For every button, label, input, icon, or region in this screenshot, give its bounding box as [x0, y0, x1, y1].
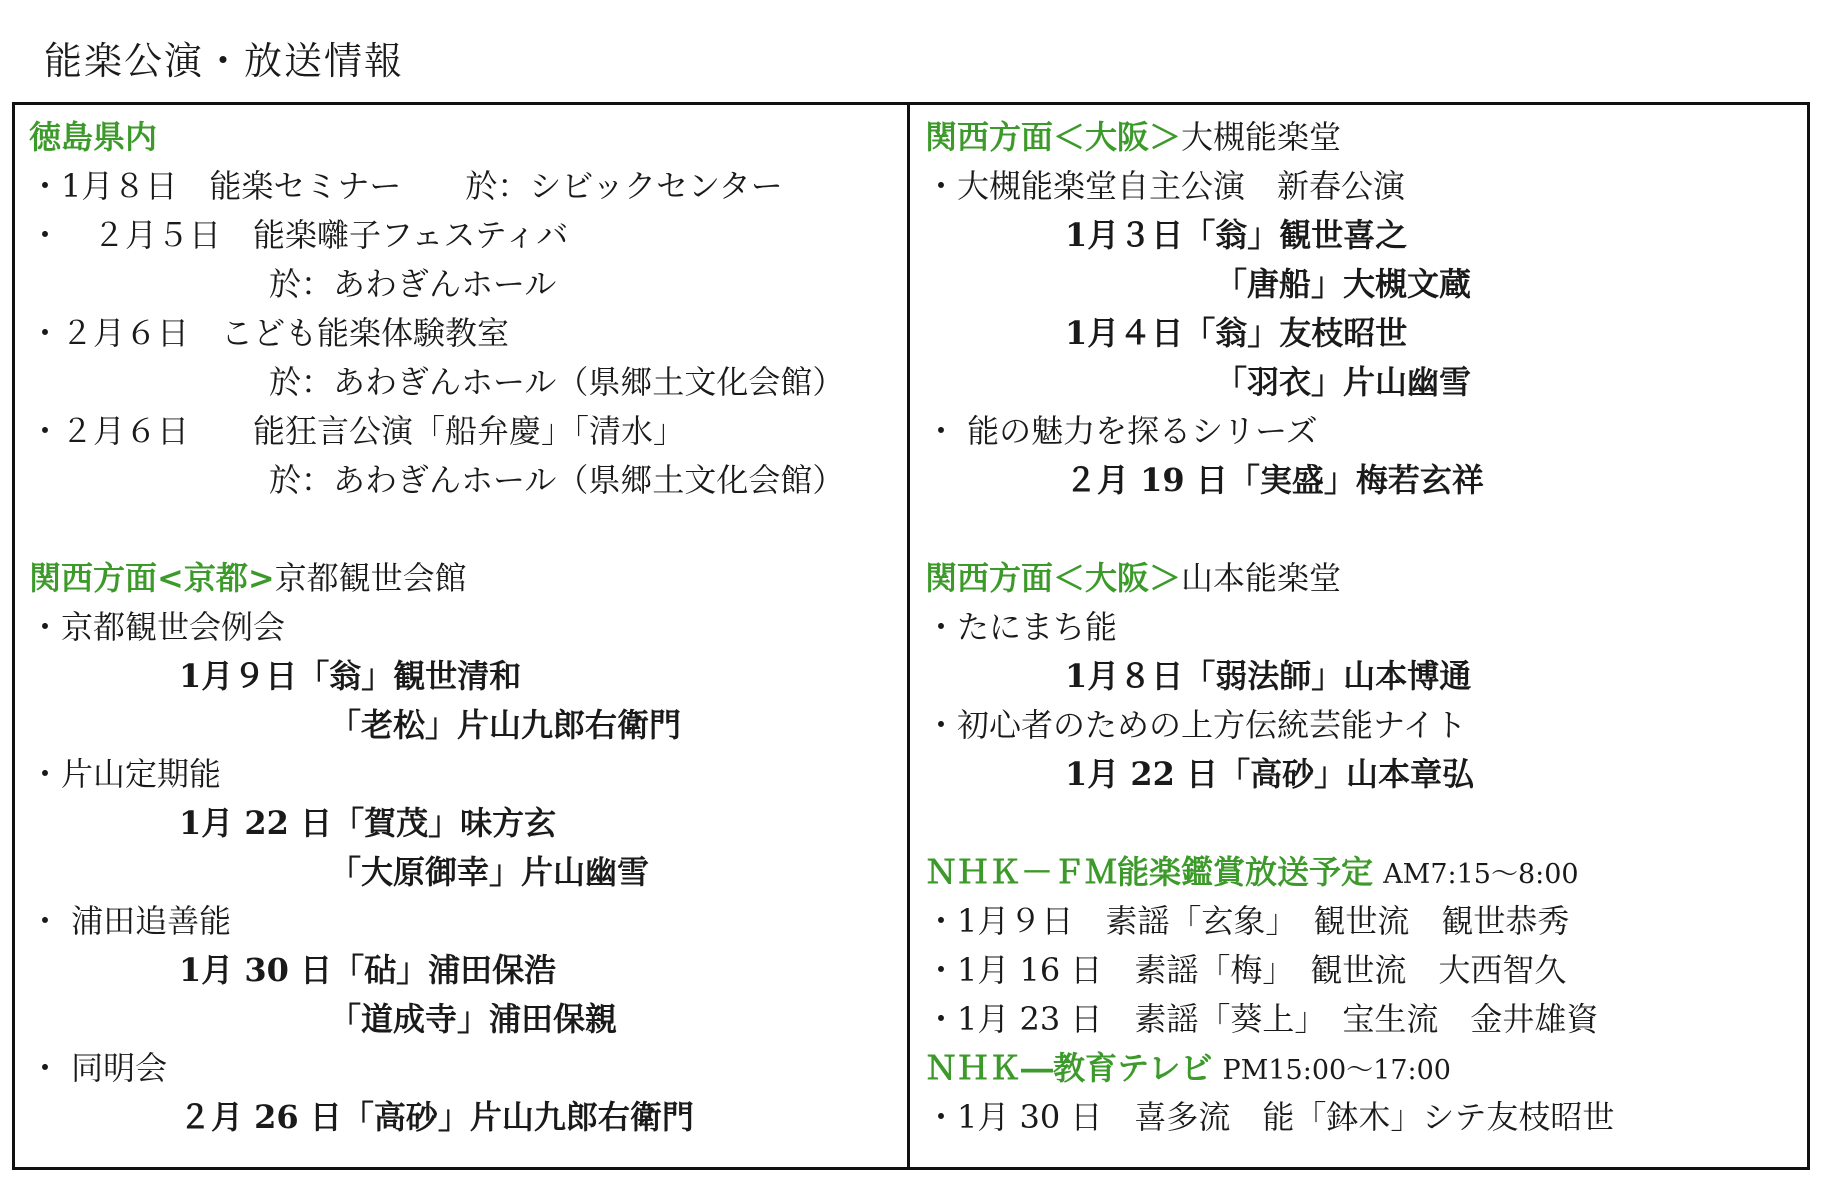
broadcast-line: ・1月 16 日 素謡「梅」 観世流 大西智久 [925, 951, 1567, 989]
performance-line: 「老松」片山九郎右衛門 [329, 706, 682, 744]
performance-line: 1月４日「翁」友枝昭世 [1065, 314, 1408, 352]
venue-name: 大槻能楽堂 [1181, 118, 1342, 156]
performance-line: 1月９日「翁」観世清和 [179, 657, 522, 695]
event-line: ・1月８日 能楽セミナー 於：シビックセンター [29, 167, 783, 205]
broadcast-line: ・1月 30 日 喜多流 能「鉢木」シテ友枝昭世 [925, 1098, 1615, 1136]
section-heading-nhk-tv [925, 1044, 1805, 1093]
performance-line: ２月 26 日「高砂」片山九郎右衛門 [179, 1098, 694, 1136]
performance-line: 1月３日「翁」観世喜之 [1065, 216, 1408, 254]
series-line: ・大槻能楽堂自主公演 新春公演 [925, 167, 1406, 205]
section-heading-yamamoto [925, 554, 1805, 603]
series-line: ・ 能の魅力を探るシリーズ [925, 412, 1318, 450]
performance-line: 「唐船」大槻文蔵 [1215, 265, 1472, 303]
performance-line: ２月 19 日「実盛」梅若玄祥 [1065, 461, 1484, 499]
event-line: ・ ２月５日 能楽囃子フェスティバ [29, 216, 569, 254]
venue-line: 於：あわぎんホール（県郷土文化会館） [269, 461, 845, 499]
venue-name: 山本能楽堂 [1181, 559, 1342, 597]
broadcast-line: ・1月９日 素謡「玄象」 観世流 観世恭秀 [925, 902, 1570, 940]
venue-line: 於：あわぎんホール [269, 265, 557, 303]
broadcast-line: ・1月 23 日 素謡「葵上」 宝生流 金井雄資 [925, 1000, 1599, 1038]
series-line: ・初心者のための上方伝統芸能ナイト [925, 706, 1467, 744]
series-line: ・たにまち能 [925, 608, 1118, 646]
series-line: ・ 浦田追善能 [29, 902, 232, 940]
section-heading-kyoto [29, 554, 899, 603]
left-column [29, 113, 899, 1142]
section-heading-otsuki [925, 113, 1805, 162]
venue-line: 於：あわぎんホール（県郷土文化会館） [269, 363, 845, 401]
region-label: 関西方面＜大阪＞ [925, 559, 1182, 597]
event-line: ・２月６日 能狂言公演「船弁慶」「清水」 [29, 412, 686, 450]
broadcast-label: ＮＨＫ－ＦＭ能楽鑑賞放送予定 [925, 853, 1374, 891]
series-line: ・ 同明会 [29, 1049, 168, 1087]
column-divider [907, 105, 910, 1167]
section-heading-tokushima: 徳島県内 [29, 118, 158, 156]
performance-line: 「道成寺」浦田保親 [329, 1000, 618, 1038]
venue-name: 京都観世会館 [274, 559, 467, 597]
region-label: 関西方面<京都> [29, 559, 275, 597]
performance-line: 1月 22 日「賀茂」味方玄 [179, 804, 557, 842]
performance-line: 1月 22 日「高砂」山本章弘 [1065, 755, 1475, 793]
event-line: ・２月６日 こども能楽体験教室 [29, 314, 510, 352]
section-heading-nhk-fm [925, 848, 1805, 897]
series-line: ・京都観世会例会 [29, 608, 286, 646]
performance-line: 「羽衣」片山幽雪 [1215, 363, 1472, 401]
schedule-table [12, 102, 1810, 1170]
broadcast-time: PM15:00～17:00 [1222, 1055, 1451, 1086]
broadcast-label: ＮＨＫ―教育テレビ [925, 1049, 1213, 1087]
performance-line: 「大原御幸」片山幽雪 [329, 853, 650, 891]
broadcast-time: AM7:15～8:00 [1383, 859, 1579, 890]
page-title: 能楽公演・放送情報 [44, 39, 405, 83]
series-line: ・片山定期能 [29, 755, 222, 793]
right-column [925, 113, 1805, 1142]
performance-line: 1月８日「弱法師」山本博通 [1065, 657, 1472, 695]
performance-line: 1月 30 日「砧」浦田保浩 [179, 951, 557, 989]
region-label: 関西方面＜大阪＞ [925, 118, 1182, 156]
